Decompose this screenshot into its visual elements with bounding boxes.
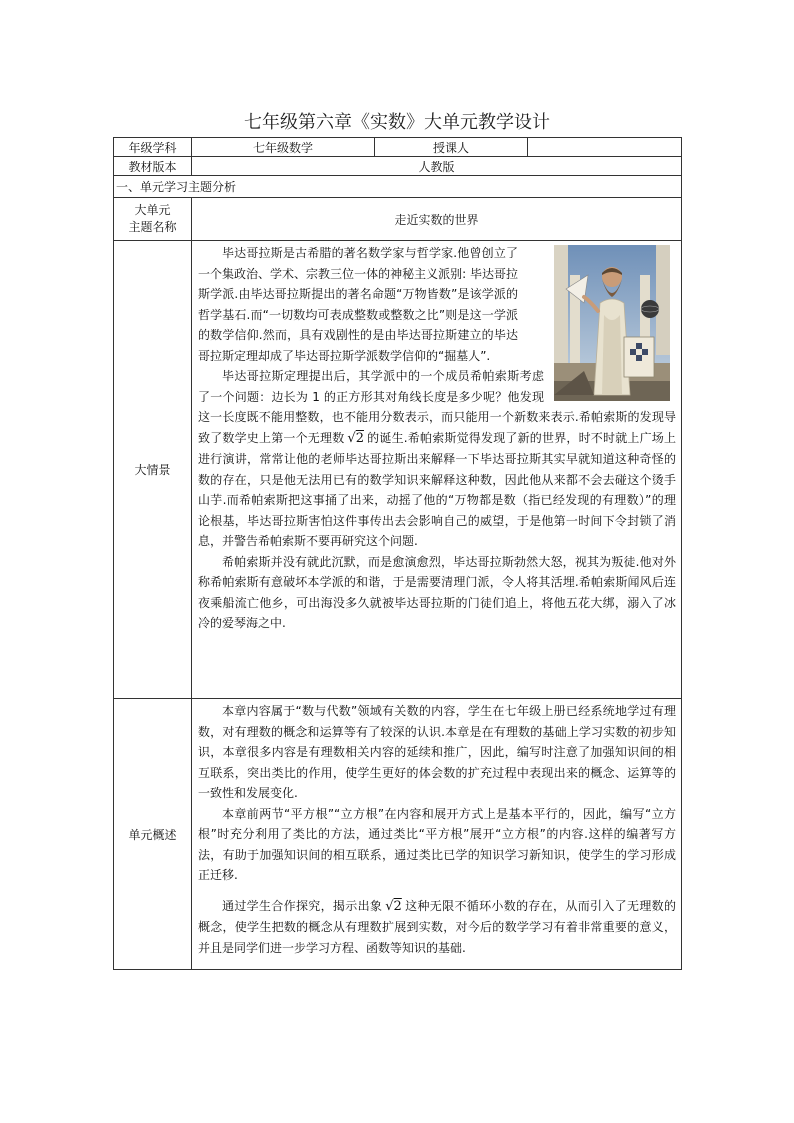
grade-label: 年级学科 <box>114 138 192 157</box>
scene-paragraph-2-end: 的诞生.希帕索斯觉得发现了新的世界，时不时就上广场上进行演讲，常常让他的老师毕达哥拉斯出来解释一下毕达哥拉斯其实早就知道这种奇怪的数的存在，只是他无法用已有的数学知识来解释这种数，因此他从来都不会去碰这个烫手山芋.而希帕索斯把这事捅了出来，动摇了他的“万物都是数（指已经发现的有理数）”的理论根基，毕达哥拉斯害怕这件事传出去会影响自己的威望，于是他第一时间下令封锁了消息，并警告希帕索斯不要再研究这个问题. <box>198 430 676 548</box>
theme-label <box>114 198 192 241</box>
scene-label: 大情景 <box>114 241 192 699</box>
table-row <box>114 176 682 198</box>
overview-paragraph-1: 本章内容属于“数与代数”领域有关数的内容，学生在七年级上册已经系统地学过有理数，对有理数的概念和运算等有了较深的认识.本章是在有理数的基础上学习实数的初步知识，本章很多内容是有理数相关内容的延续和推广，因此，编写时注意了加强知识间的相互联系，突出类比的作用，使学生更好的体会数的扩充过程中表现出来的概念、运算等的一致性和发展变化. <box>198 704 676 800</box>
table-row <box>114 241 682 699</box>
scene-content <box>192 241 682 699</box>
scene-paragraph-2-start: 毕达哥拉斯定理提出后，其学派中的一个成员希帕索斯考虑了一个问题：边长为 1 的正方形其对角线长度是多少呢？他发现这一长度既不能用整数，也不能用分数表示，而只能用一个新数来表示.希帕索斯的发现导致了数学史上第一个无理数 <box>198 369 676 445</box>
sqrt-radicand: 2 <box>393 898 402 914</box>
sqrt-symbol: √2 <box>385 898 402 914</box>
section-heading: 一、单元学习主题分析 <box>114 176 682 198</box>
scene-paragraph-1: 毕达哥拉斯是古希腊的著名数学家与哲学家.他曾创立了一个集政治、学术、宗教三位一体的神秘主义派别: 毕达哥拉斯学派.由毕达哥拉斯提出的著名命题“万物皆数”是该学派的哲学基石.而“一切数均可表成整数或整数之比”则是这一学派的数学信仰.然而，具有戏剧性的是由毕达哥拉斯建立的毕达哥拉斯定理却成了毕达哥拉斯学派数学信仰的“掘墓人”. <box>198 246 518 363</box>
lesson-design-table <box>113 137 682 970</box>
grade-value: 七年级数学 <box>192 138 375 157</box>
table-row <box>114 198 682 241</box>
teacher-value <box>528 138 682 157</box>
table-row <box>114 138 682 157</box>
theme-label-line2: 主题名称 <box>128 220 177 234</box>
edition-value: 人教版 <box>192 157 682 176</box>
page-title: 七年级第六章《实数》大单元教学设计 <box>244 112 550 133</box>
overview-paragraph-3-end: 这种无限不循环小数的存在，从而引入了无理数的概念，使学生把数的概念从有理数扩展到实数，对今后的数学学习有着非常重要的意义，并且是同学们进一步学习方程、函数等知识的基础. <box>198 898 676 955</box>
sqrt-radicand: 2 <box>355 430 364 446</box>
overview-paragraph-3 <box>198 896 676 959</box>
overview-paragraph-3-start: 通过学生合作探究，揭示出象 <box>222 898 383 913</box>
teacher-label: 授课人 <box>375 138 528 157</box>
pythagoras-statue-illustration <box>554 245 670 401</box>
theme-label-line1: 大单元 <box>134 203 171 217</box>
overview-content <box>192 699 682 970</box>
table-row <box>114 699 682 970</box>
overview-label: 单元概述 <box>114 699 192 970</box>
scene-paragraph-3: 希帕索斯并没有就此沉默，而是愈演愈烈，毕达哥拉斯勃然大怒，视其为叛徒.他对外称希帕索斯有意破坏本学派的和谐，于是需要清理门派，令人将其活埋.希帕索斯闻风后连夜乘船流亡他乡，可出海没多久就被毕达哥拉斯的门徒们追上，将他五花大绑，溺入了冰冷的爱琴海之中. <box>198 554 676 630</box>
overview-paragraph-2: 本章前两节“平方根”“立方根”在内容和展开方式上是基本平行的，因此，编写“立方根”时充分利用了类比的方法，通过类比“平方根”展开“立方根”的内容.这样的编著写方法，有助于加强知识间的相互联系，通过类比已学的知识学习新知识，使学生的学习形成正迁移. <box>198 806 676 882</box>
edition-label: 教材版本 <box>114 157 192 176</box>
theme-value: 走近实数的世界 <box>192 198 682 241</box>
table-row <box>114 157 682 176</box>
sqrt-symbol: √2 <box>347 430 364 446</box>
